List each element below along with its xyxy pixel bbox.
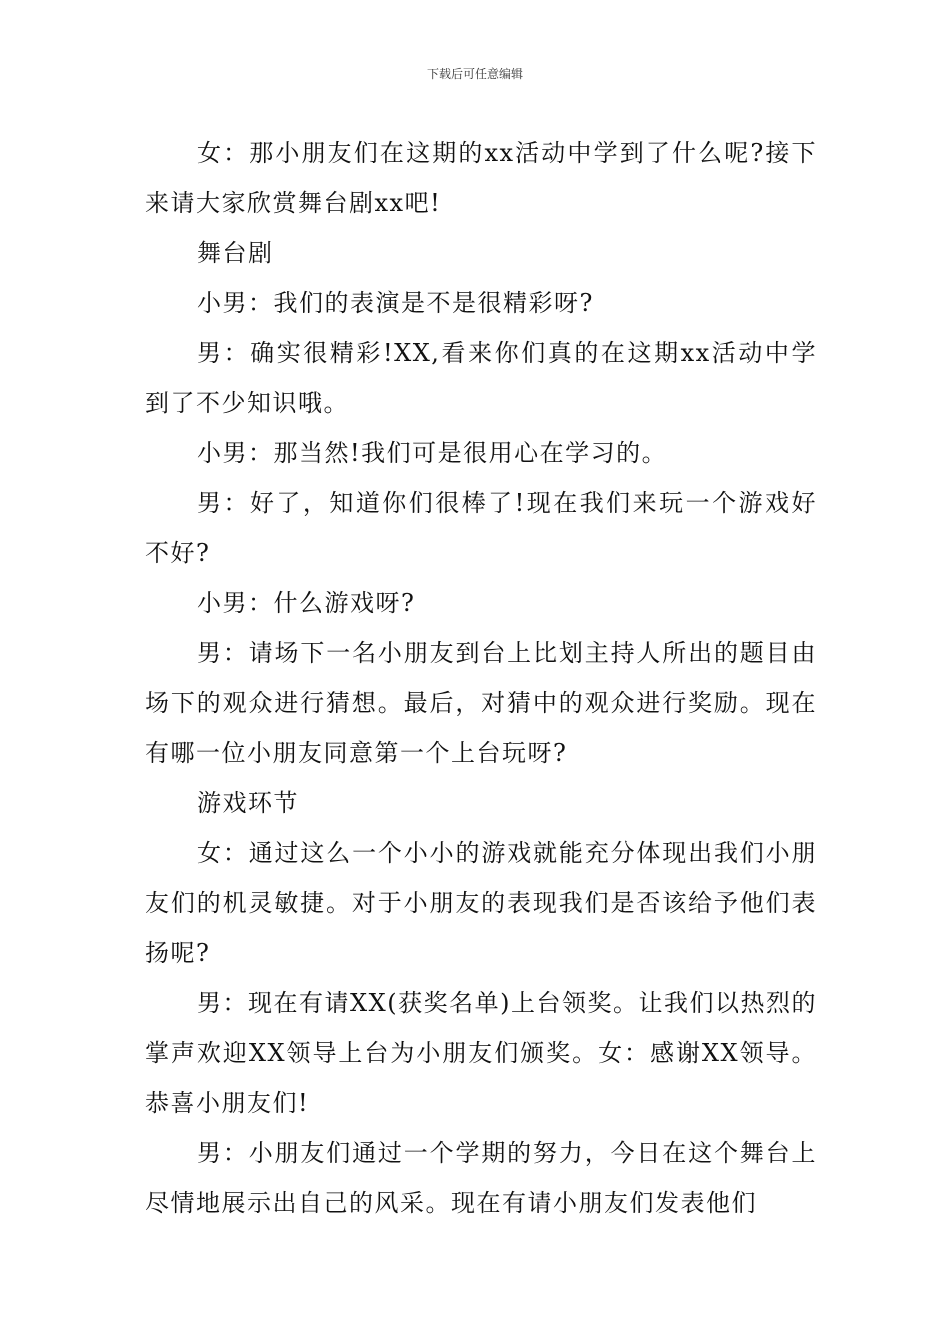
paragraph: 小男：什么游戏呀? — [197, 589, 416, 617]
paragraph: 女：通过这么一个小小的游戏就能充分体现出我们小朋友们的机灵敏捷。对于小朋友的表现我们是否该给予他们表扬呢? — [145, 839, 817, 967]
paragraph: 男：确实很精彩!XX,看来你们真的在这期xx活动中学到了不少知识哦。 — [145, 339, 817, 417]
paragraph: 男：现在有请XX(获奖名单)上台领奖。让我们以热烈的掌声欢迎XX领导上台为小朋友们颁奖。女：感谢XX领导。恭喜小朋友们! — [145, 989, 817, 1117]
paragraph: 男：好了，知道你们很棒了!现在我们来玩一个游戏好不好? — [145, 489, 817, 567]
section-heading-game: 游戏环节 — [197, 789, 299, 817]
document-body — [145, 128, 817, 1228]
paragraph: 小男：那当然!我们可是很用心在学习的。 — [197, 439, 668, 467]
paragraph: 男：请场下一名小朋友到台上比划主持人所出的题目由场下的观众进行猜想。最后，对猜中的观众进行奖励。现在有哪一位小朋友同意第一个上台玩呀? — [145, 639, 817, 767]
section-heading-stage-play: 舞台剧 — [197, 239, 274, 267]
paragraph: 男：小朋友们通过一个学期的努力，今日在这个舞台上尽情地展示出自己的风采。现在有请小朋友们发表他们 — [145, 1139, 817, 1217]
page-header: 下载后可任意编辑 — [426, 67, 523, 81]
paragraph: 小男：我们的表演是不是很精彩呀? — [197, 289, 594, 317]
paragraph: 女：那小朋友们在这期的xx活动中学到了什么呢?接下来请大家欣赏舞台剧xx吧! — [145, 139, 817, 217]
